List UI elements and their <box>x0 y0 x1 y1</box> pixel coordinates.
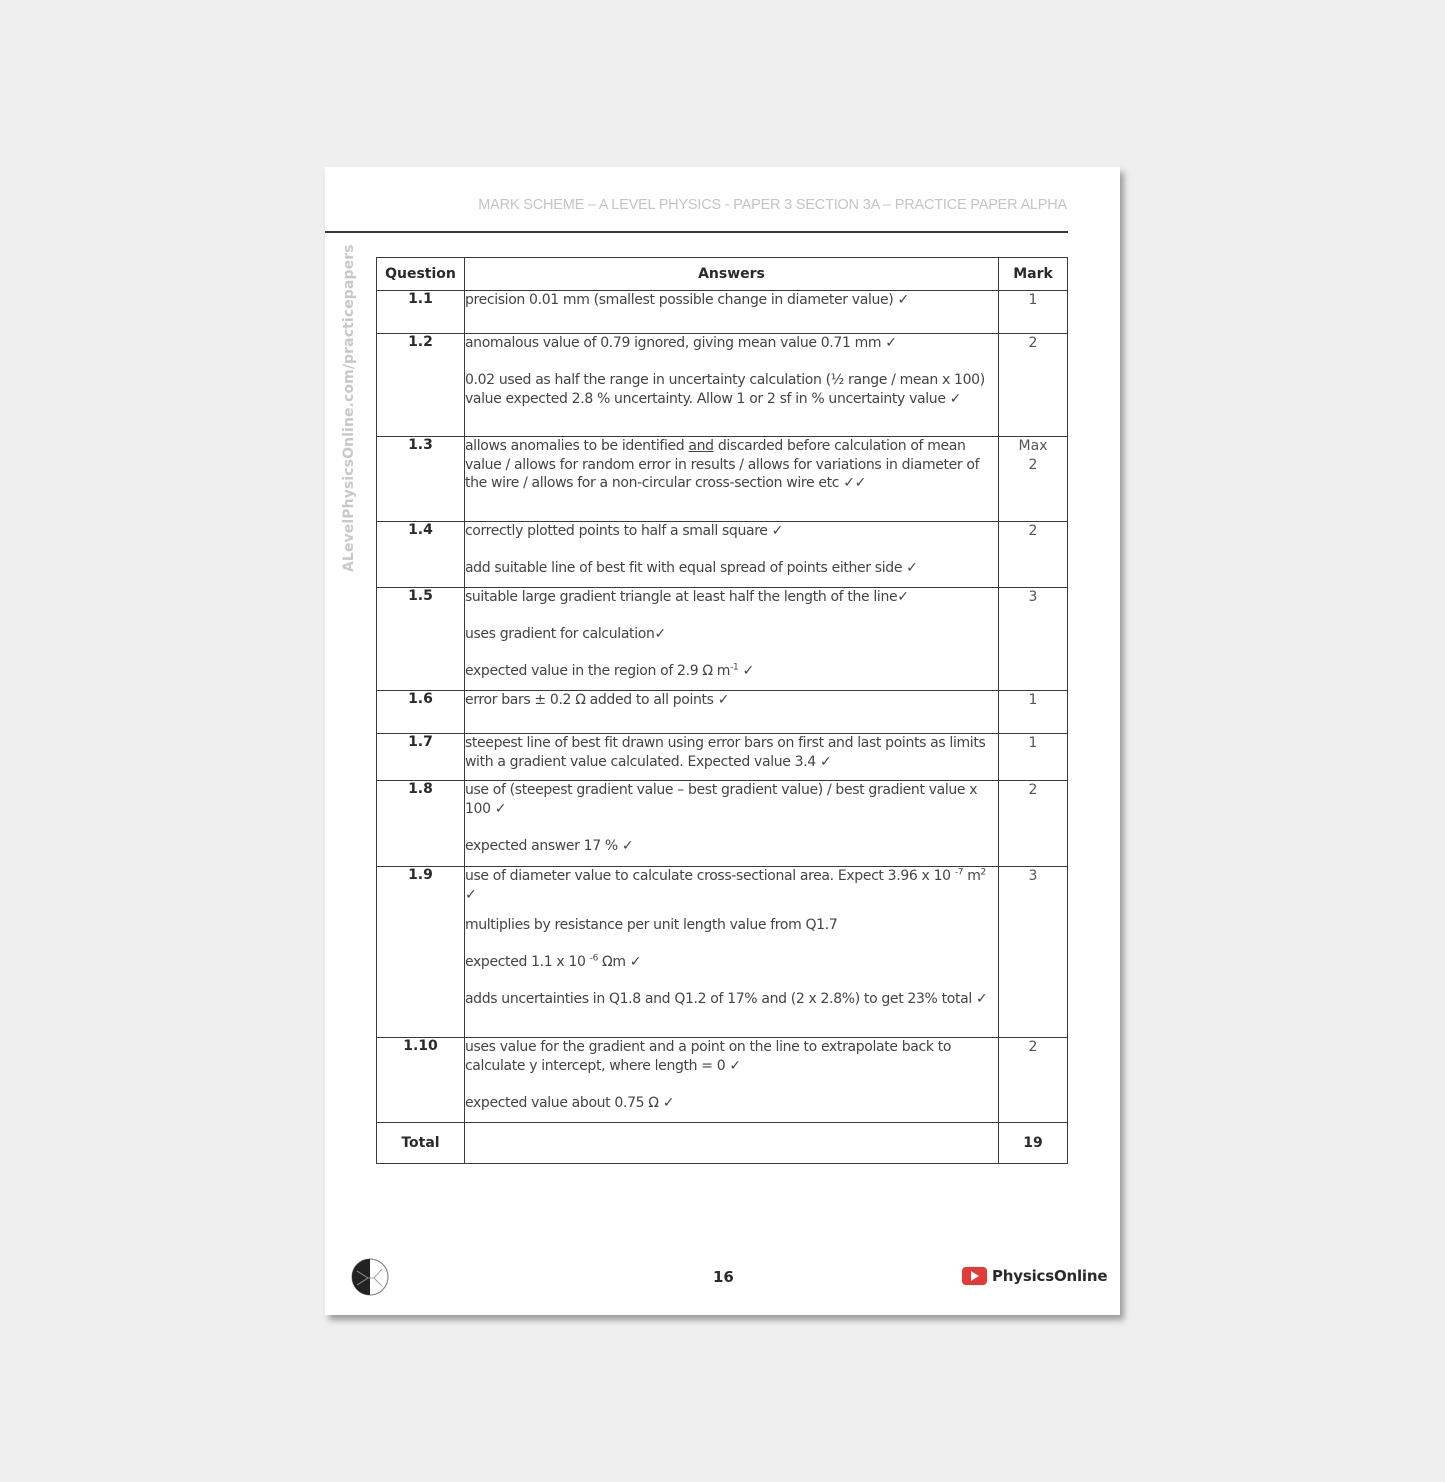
underlined-word: and <box>688 438 714 454</box>
question-number: 1.10 <box>377 1038 465 1123</box>
answer-cell <box>464 437 998 522</box>
header-answers: Answers <box>464 258 998 291</box>
table-row <box>377 291 1068 334</box>
answer-cell <box>464 522 998 588</box>
side-watermark-url: ALevelPhysicsOnline.com/practicepapers <box>341 244 357 572</box>
total-mark: 19 <box>999 1123 1068 1164</box>
answer-text <box>465 867 998 904</box>
table-row <box>377 437 1068 522</box>
brand-logo <box>962 1267 1107 1285</box>
question-number: 1.2 <box>377 334 465 437</box>
mark-value: 2 <box>999 334 1068 437</box>
brand-name: PhysicsOnline <box>992 1267 1108 1285</box>
answer-cell <box>464 691 998 734</box>
youtube-play-icon <box>962 1267 987 1285</box>
answer-text-part: use of diameter value to calculate cross-sectional area. Expect 3.96 x 10 <box>464 868 955 884</box>
answer-text <box>465 437 998 493</box>
answer-text: uses gradient for calculation✓ <box>464 626 666 642</box>
answer-text: error bars ± 0.2 Ω added to all points ✓ <box>464 692 730 708</box>
answer-text-part: discarded before calculation of mean value / allows for random error in results / allows for variations in diameter of the wire / allows for a non-circular cross-section wire etc ✓✓ <box>464 438 980 491</box>
mark-value: 1 <box>999 291 1068 334</box>
table-row <box>377 781 1068 867</box>
answer-text: uses value for the gradient and a point on the line to extrapolate back to calculate y intercept, where length = 0 ✓ <box>464 1039 952 1074</box>
answer-text: anomalous value of 0.79 ignored, giving mean value 0.71 mm ✓ <box>464 335 897 351</box>
mark-value: 1 <box>999 734 1068 781</box>
mark-value <box>999 437 1068 522</box>
answer-text <box>465 662 998 681</box>
answer-cell <box>464 781 998 867</box>
mark-scheme-table <box>376 257 1068 1164</box>
answer-text: use of (steepest gradient value – best gradient value) / best gradient value x 100 ✓ <box>464 782 978 817</box>
answer-text-part: expected value in the region of 2.9 Ω m <box>464 663 731 679</box>
superscript: 2 <box>980 867 986 878</box>
answer-text-part: Ωm ✓ <box>597 954 642 970</box>
question-number: 1.9 <box>377 867 465 1038</box>
mark-value: 3 <box>999 588 1068 691</box>
answer-cell <box>464 867 998 1038</box>
table-row <box>377 588 1068 691</box>
answer-text: suitable large gradient triangle at least half the length of the line✓ <box>464 589 909 605</box>
table-row <box>377 334 1068 437</box>
header-question: Question <box>377 258 465 291</box>
answer-text: adds uncertainties in Q1.8 and Q1.2 of 17% and (2 x 2.8%) to get 23% total ✓ <box>464 991 988 1007</box>
header-divider <box>325 231 1068 233</box>
table-row <box>377 1038 1068 1123</box>
superscript: -6 <box>589 953 598 964</box>
answer-text: expected answer 17 % ✓ <box>464 837 634 854</box>
mark-value: 1 <box>999 691 1068 734</box>
page-number: 16 <box>713 1268 734 1286</box>
mark-value: 2 <box>999 1038 1068 1123</box>
mark-value: 2 <box>999 781 1068 867</box>
question-number: 1.4 <box>377 522 465 588</box>
mark-value: 3 <box>999 867 1068 1038</box>
answer-text: expected value about 0.75 Ω ✓ <box>464 1094 675 1111</box>
answer-text: steepest line of best fit drawn using error bars on first and last points as limits with a gradient value calculated. Expected value 3.4 ✓ <box>464 735 986 770</box>
answer-cell <box>464 734 998 781</box>
answer-text-part: allows anomalies to be identified <box>464 438 689 454</box>
answer-text: multiplies by resistance per unit length value from Q1.7 <box>464 917 838 933</box>
answer-text: 0.02 used as half the range in uncertainty calculation (½ range / mean x 100) value expected 2.8 % uncertainty. Allow 1 or 2 sf in % uncertainty value ✓ <box>464 372 985 407</box>
total-label: Total <box>377 1123 465 1164</box>
total-row <box>377 1123 1068 1164</box>
total-answer-cell <box>464 1123 998 1164</box>
question-number: 1.7 <box>377 734 465 781</box>
answer-text: correctly plotted points to half a small square ✓ <box>464 523 784 539</box>
mark-max-value: 2 <box>1028 456 1038 473</box>
table-row <box>377 691 1068 734</box>
answer-cell <box>464 291 998 334</box>
header-mark: Mark <box>999 258 1068 291</box>
question-number: 1.3 <box>377 437 465 522</box>
answer-text-part: ✓ <box>464 886 477 903</box>
answer-cell <box>464 1038 998 1123</box>
table-header-row <box>377 258 1068 291</box>
question-number: 1.6 <box>377 691 465 734</box>
table-row <box>377 734 1068 781</box>
mark-value: 2 <box>999 522 1068 588</box>
superscript: -1 <box>730 662 739 673</box>
answer-text <box>465 953 998 972</box>
question-number: 1.1 <box>377 291 465 334</box>
physics-online-logo-icon <box>351 1258 389 1296</box>
page-header-title: MARK SCHEME – A LEVEL PHYSICS - PAPER 3 SECTION 3A – PRACTICE PAPER ALPHA <box>478 197 1067 213</box>
question-number: 1.5 <box>377 588 465 691</box>
answer-text-part: ✓ <box>738 663 754 679</box>
answer-text: precision 0.01 mm (smallest possible change in diameter value) ✓ <box>464 292 909 308</box>
answer-text: add suitable line of best fit with equal spread of points either side ✓ <box>464 560 918 576</box>
answer-cell <box>464 334 998 437</box>
answer-text-part: expected 1.1 x 10 <box>464 954 590 970</box>
answer-text-part: m <box>963 868 981 884</box>
table-row <box>377 867 1068 1038</box>
superscript: -7 <box>954 867 964 878</box>
answer-cell <box>464 588 998 691</box>
document-page <box>325 167 1120 1315</box>
question-number: 1.8 <box>377 781 465 867</box>
table-row <box>377 522 1068 588</box>
mark-max-label: Max <box>1018 438 1048 454</box>
